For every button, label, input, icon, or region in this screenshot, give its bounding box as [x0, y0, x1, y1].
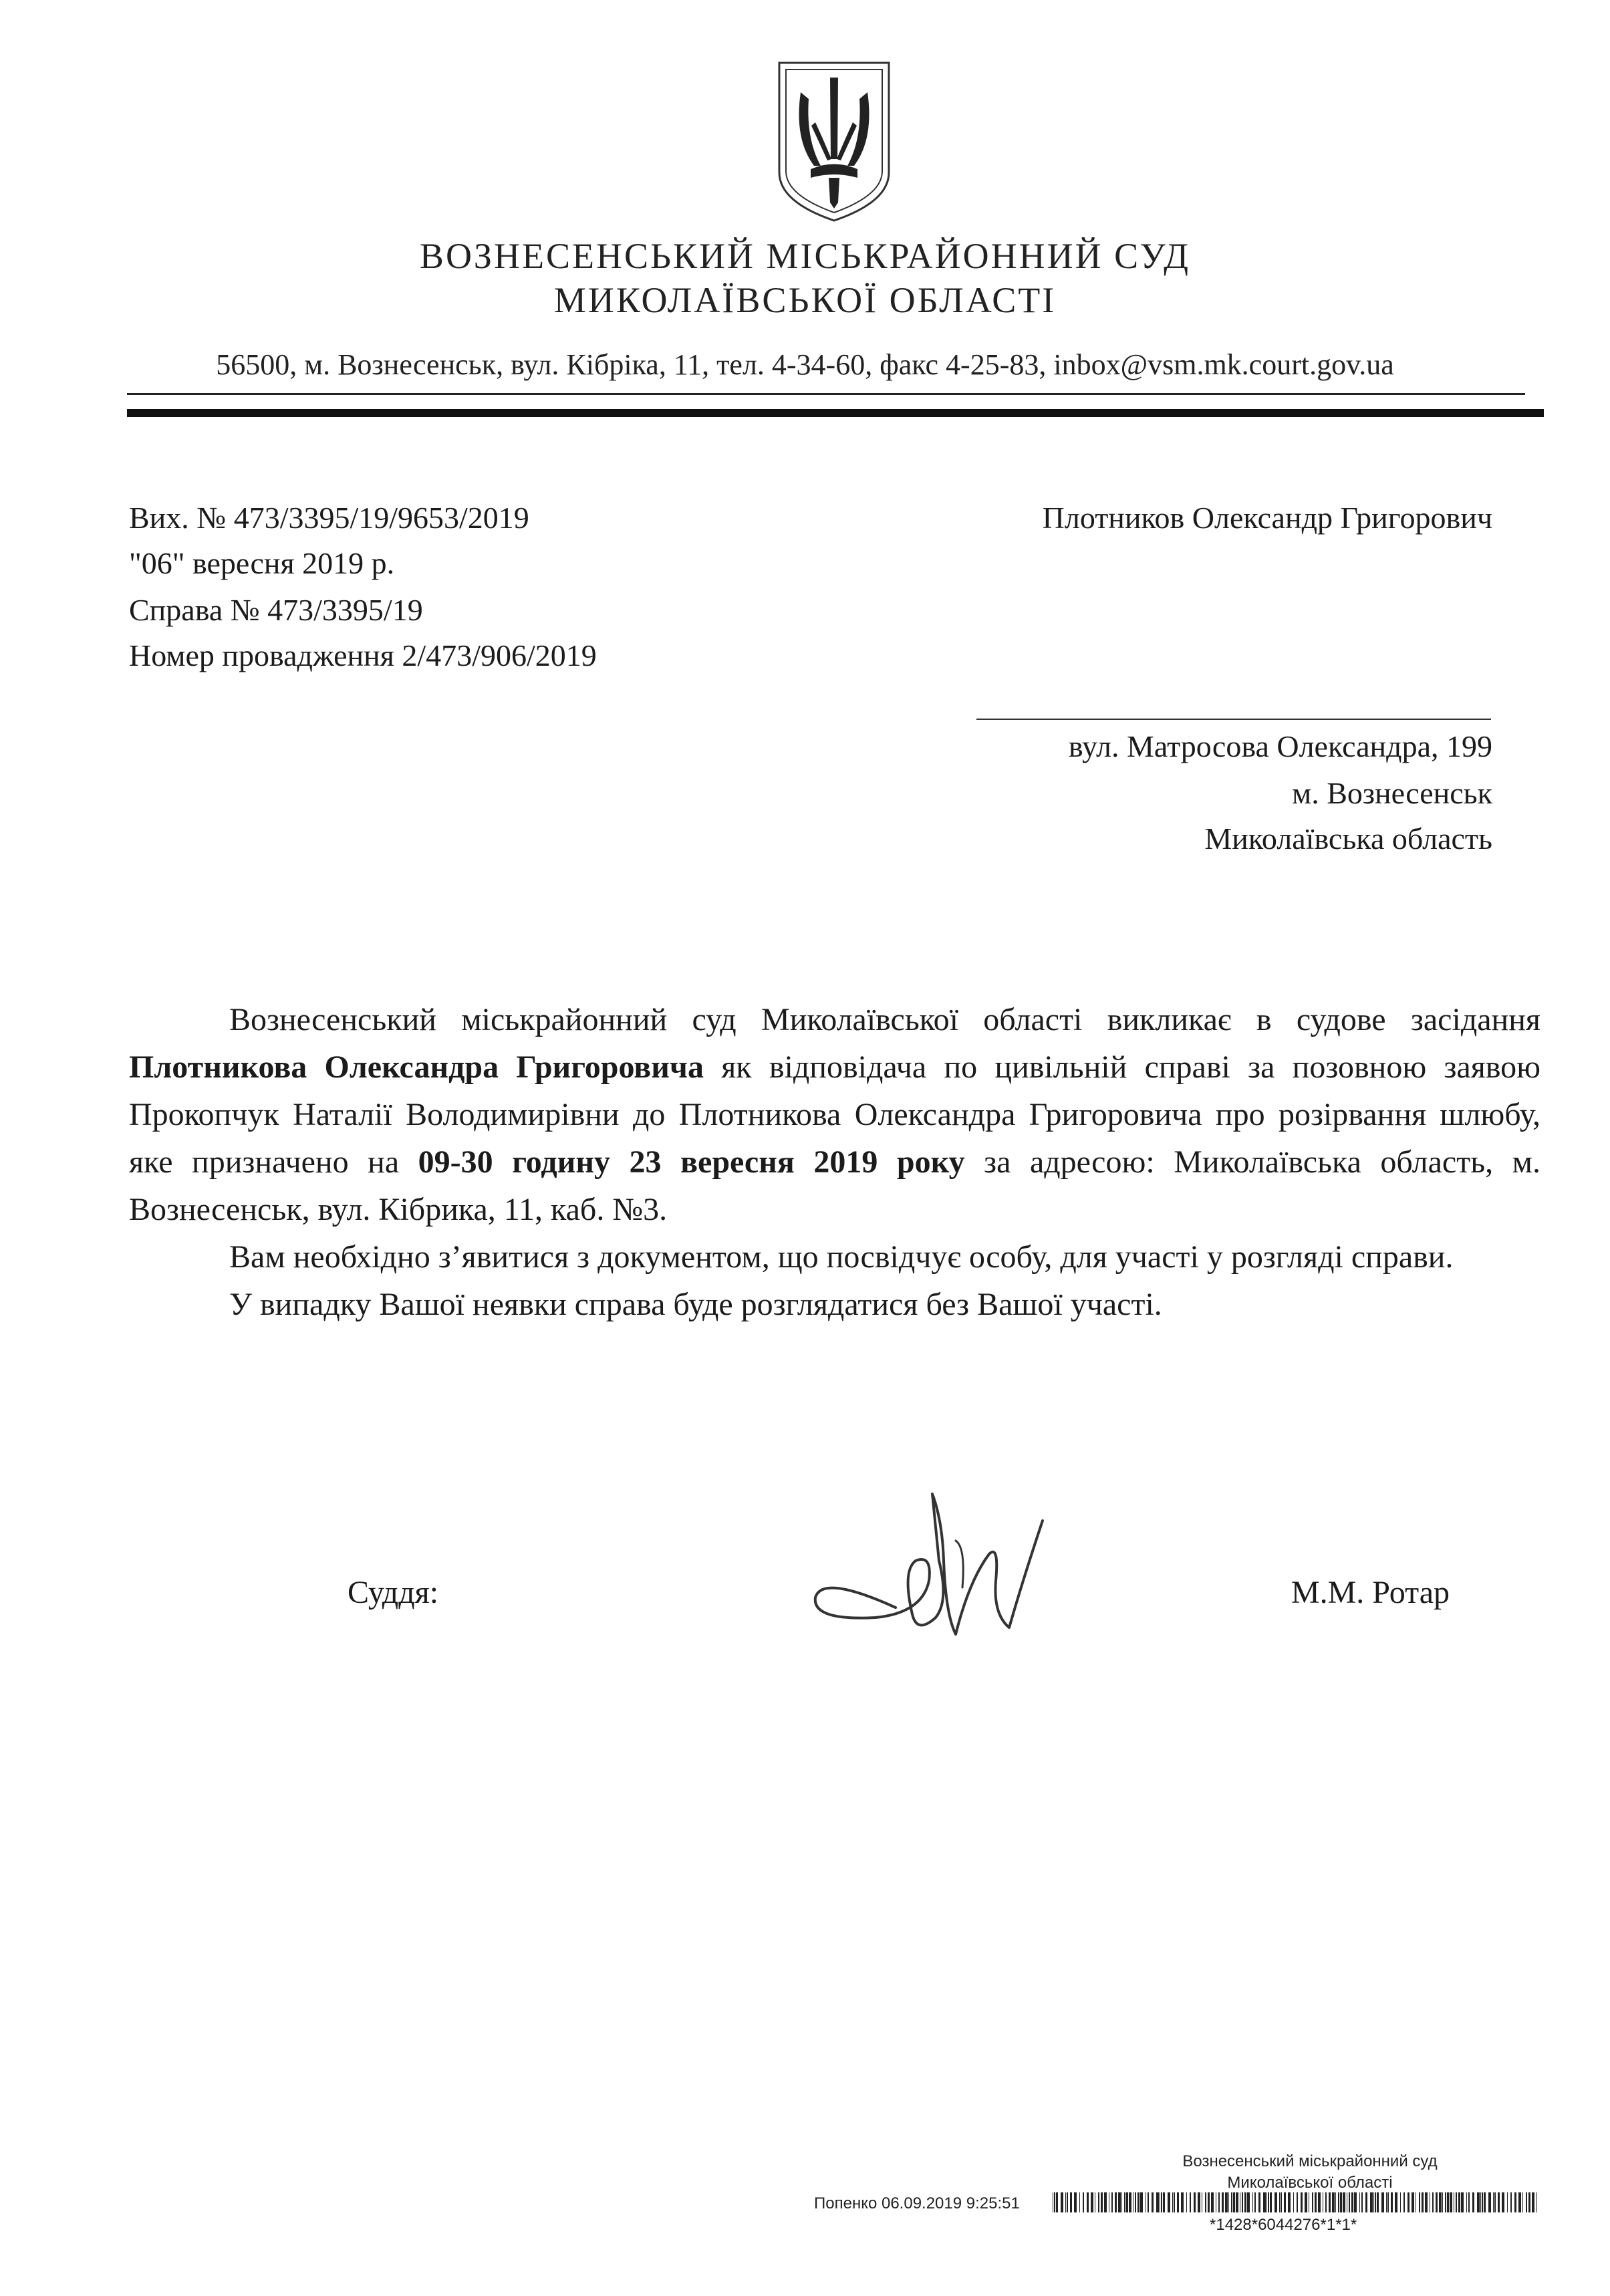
judge-name: М.М. Ротар: [1291, 1575, 1450, 1610]
body-text: як відповідача по цивільній справі за позовною заявою Прокопчук Наталії Володимирівни до Плотникова Олександра Григоровича про розірвання шлюбу, яке призначено на: [129, 1049, 1540, 1180]
hearing-datetime: 09-30 годину 23 вересня 2019 року: [418, 1144, 965, 1180]
recipient-underline: [976, 719, 1491, 720]
body-text: Вознесенський міськрайонний суд Миколаївської області викликає в судове засідання: [229, 1002, 1540, 1037]
stamp-barcode-number: *1428*6044276*1*1*: [1210, 2216, 1357, 2234]
outgoing-number: Вих. № 473/3395/19/9653/2019: [129, 501, 529, 535]
summons-body: [129, 996, 1540, 1328]
absence-paragraph: У випадку Вашої неявки справа буде розглядатися без Вашої участі.: [229, 1287, 1162, 1322]
recipient-region: Миколаївська область: [1204, 821, 1492, 856]
header-divider-thin: [127, 393, 1525, 395]
stamp-user-time: Попенко 06.09.2019 9:25:51: [814, 2194, 1020, 2212]
recipient-city: м. Вознесенськ: [1292, 776, 1492, 810]
handwritten-signature: [795, 1481, 1049, 1654]
summons-paragraph: [129, 996, 1540, 1233]
stamp-court-name: Вознесенський міськрайонний суд: [1182, 2152, 1438, 2170]
defendant-name: Плотникова Олександра Григоровича: [129, 1049, 704, 1085]
body-text: за адресою: Миколаївська область, м. Вознесенськ, вул. Кібрика, 11, каб. №3.: [129, 1144, 1541, 1227]
header-divider-thick: [127, 409, 1544, 417]
recipient-name: Плотников Олександр Григорович: [1042, 501, 1492, 535]
proceeding-number: Номер провадження 2/473/906/2019: [129, 638, 597, 672]
stamp-region: Миколаївської області: [1227, 2174, 1393, 2192]
court-address: 56500, м. Вознесенськ, вул. Кібріка, 11, тел. 4-34-60, факс 4-25-83, inbox@vsm.mk.court.gov.ua: [216, 348, 1394, 381]
case-number: Справа № 473/3395/19: [129, 593, 423, 627]
letter-date: "06" вересня 2019 р.: [129, 546, 395, 580]
identity-paragraph: Вам необхідно з’явитися з документом, що посвідчує особу, для участі у розгляді справи.: [229, 1239, 1454, 1275]
barcode-icon: [1053, 2192, 1540, 2212]
court-name-line2: МИКОЛАЇВСЬКОЇ ОБЛАСТІ: [553, 280, 1057, 320]
court-name-line1: ВОЗНЕСЕНСЬКИЙ МІСЬКРАЙОННИЙ СУД: [419, 236, 1191, 276]
recipient-street: вул. Матросова Олександра, 199: [1068, 729, 1492, 763]
judge-label: Суддя:: [348, 1575, 439, 1610]
trident-coat-of-arms-icon: [774, 59, 894, 225]
